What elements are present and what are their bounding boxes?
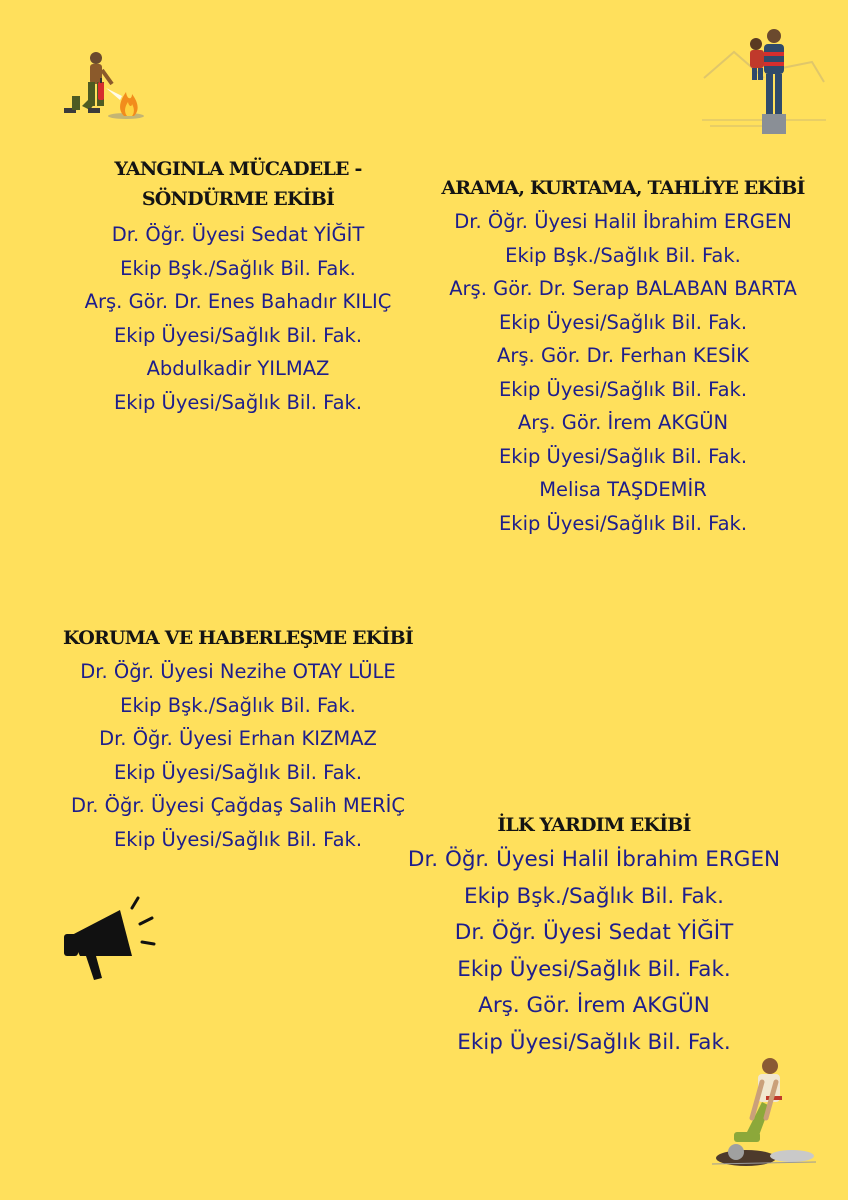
team-title-line-1: YANGINLA MÜCADELE - bbox=[114, 158, 362, 180]
member-line: Ekip Üyesi/Sağlık Bil. Fak. bbox=[498, 511, 748, 535]
first-aid-team bbox=[394, 810, 794, 1061]
member-line: Melisa TAŞDEMİR bbox=[539, 478, 707, 501]
member-line: Ekip Üyesi/Sağlık Bil. Fak. bbox=[113, 827, 363, 851]
member-line: Dr. Öğr. Üyesi Sedat YİĞİT bbox=[454, 920, 734, 945]
member-line: Dr. Öğr. Üyesi Nezihe OTAY LÜLE bbox=[80, 660, 396, 683]
member-line: Ekip Üyesi/Sağlık Bil. Fak. bbox=[457, 1029, 731, 1055]
member-line: Ekip Üyesi/Sağlık Bil. Fak. bbox=[498, 377, 748, 401]
member-line: Ekip Bşk./Sağlık Bil. Fak. bbox=[505, 243, 741, 267]
member-line: Ekip Bşk./Sağlık Bil. Fak. bbox=[464, 883, 724, 909]
team-title: İLK YARDIM EKİBİ bbox=[497, 814, 691, 836]
member-line: Arş. Gör. Dr. Ferhan KESİK bbox=[497, 344, 749, 367]
member-line: Ekip Üyesi/Sağlık Bil. Fak. bbox=[498, 310, 748, 334]
rescuer-carrying-child-icon bbox=[700, 22, 830, 148]
member-line: Dr. Öğr. Üyesi Halil İbrahim ERGEN bbox=[454, 210, 792, 233]
protection-communication-team bbox=[36, 623, 440, 856]
member-line: Dr. Öğr. Üyesi Çağdaş Salih MERİÇ bbox=[71, 794, 405, 817]
member-line: Ekip Üyesi/Sağlık Bil. Fak. bbox=[113, 760, 363, 784]
team-title-line-2: SÖNDÜRME EKİBİ bbox=[141, 188, 335, 210]
member-line: Ekip Üyesi/Sağlık Bil. Fak. bbox=[498, 444, 748, 468]
member-line: Arş. Gör. Dr. Enes Bahadır KILIÇ bbox=[84, 290, 392, 313]
team-title bbox=[36, 154, 440, 214]
team-title: ARAMA, KURTAMA, TAHLİYE EKİBİ bbox=[441, 177, 805, 199]
member-line: Arş. Gör. İrem AKGÜN bbox=[517, 411, 729, 434]
megaphone-icon bbox=[60, 890, 160, 986]
member-line: Dr. Öğr. Üyesi Halil İbrahim ERGEN bbox=[407, 847, 781, 872]
member-line: Dr. Öğr. Üyesi Erhan KIZMAZ bbox=[99, 727, 377, 750]
cpr-first-aid-icon bbox=[706, 1052, 826, 1174]
member-line: Ekip Bşk./Sağlık Bil. Fak. bbox=[120, 256, 356, 280]
search-rescue-team bbox=[422, 173, 824, 540]
team-title: KORUMA VE HABERLEŞME EKİBİ bbox=[63, 627, 413, 649]
fire-fighting-team bbox=[36, 154, 440, 419]
member-line: Arş. Gör. Dr. Serap BALABAN BARTA bbox=[449, 277, 797, 300]
member-line: Ekip Üyesi/Sağlık Bil. Fak. bbox=[113, 323, 363, 347]
member-line: Abdulkadir YILMAZ bbox=[146, 357, 330, 380]
member-line: Arş. Gör. İrem AKGÜN bbox=[478, 993, 710, 1018]
member-line: Ekip Üyesi/Sağlık Bil. Fak. bbox=[457, 956, 731, 982]
member-line: Ekip Bşk./Sağlık Bil. Fak. bbox=[120, 693, 356, 717]
member-line: Ekip Üyesi/Sağlık Bil. Fak. bbox=[113, 390, 363, 414]
firefighter-extinguisher-icon bbox=[58, 48, 150, 124]
member-line: Dr. Öğr. Üyesi Sedat YİĞİT bbox=[111, 223, 365, 246]
